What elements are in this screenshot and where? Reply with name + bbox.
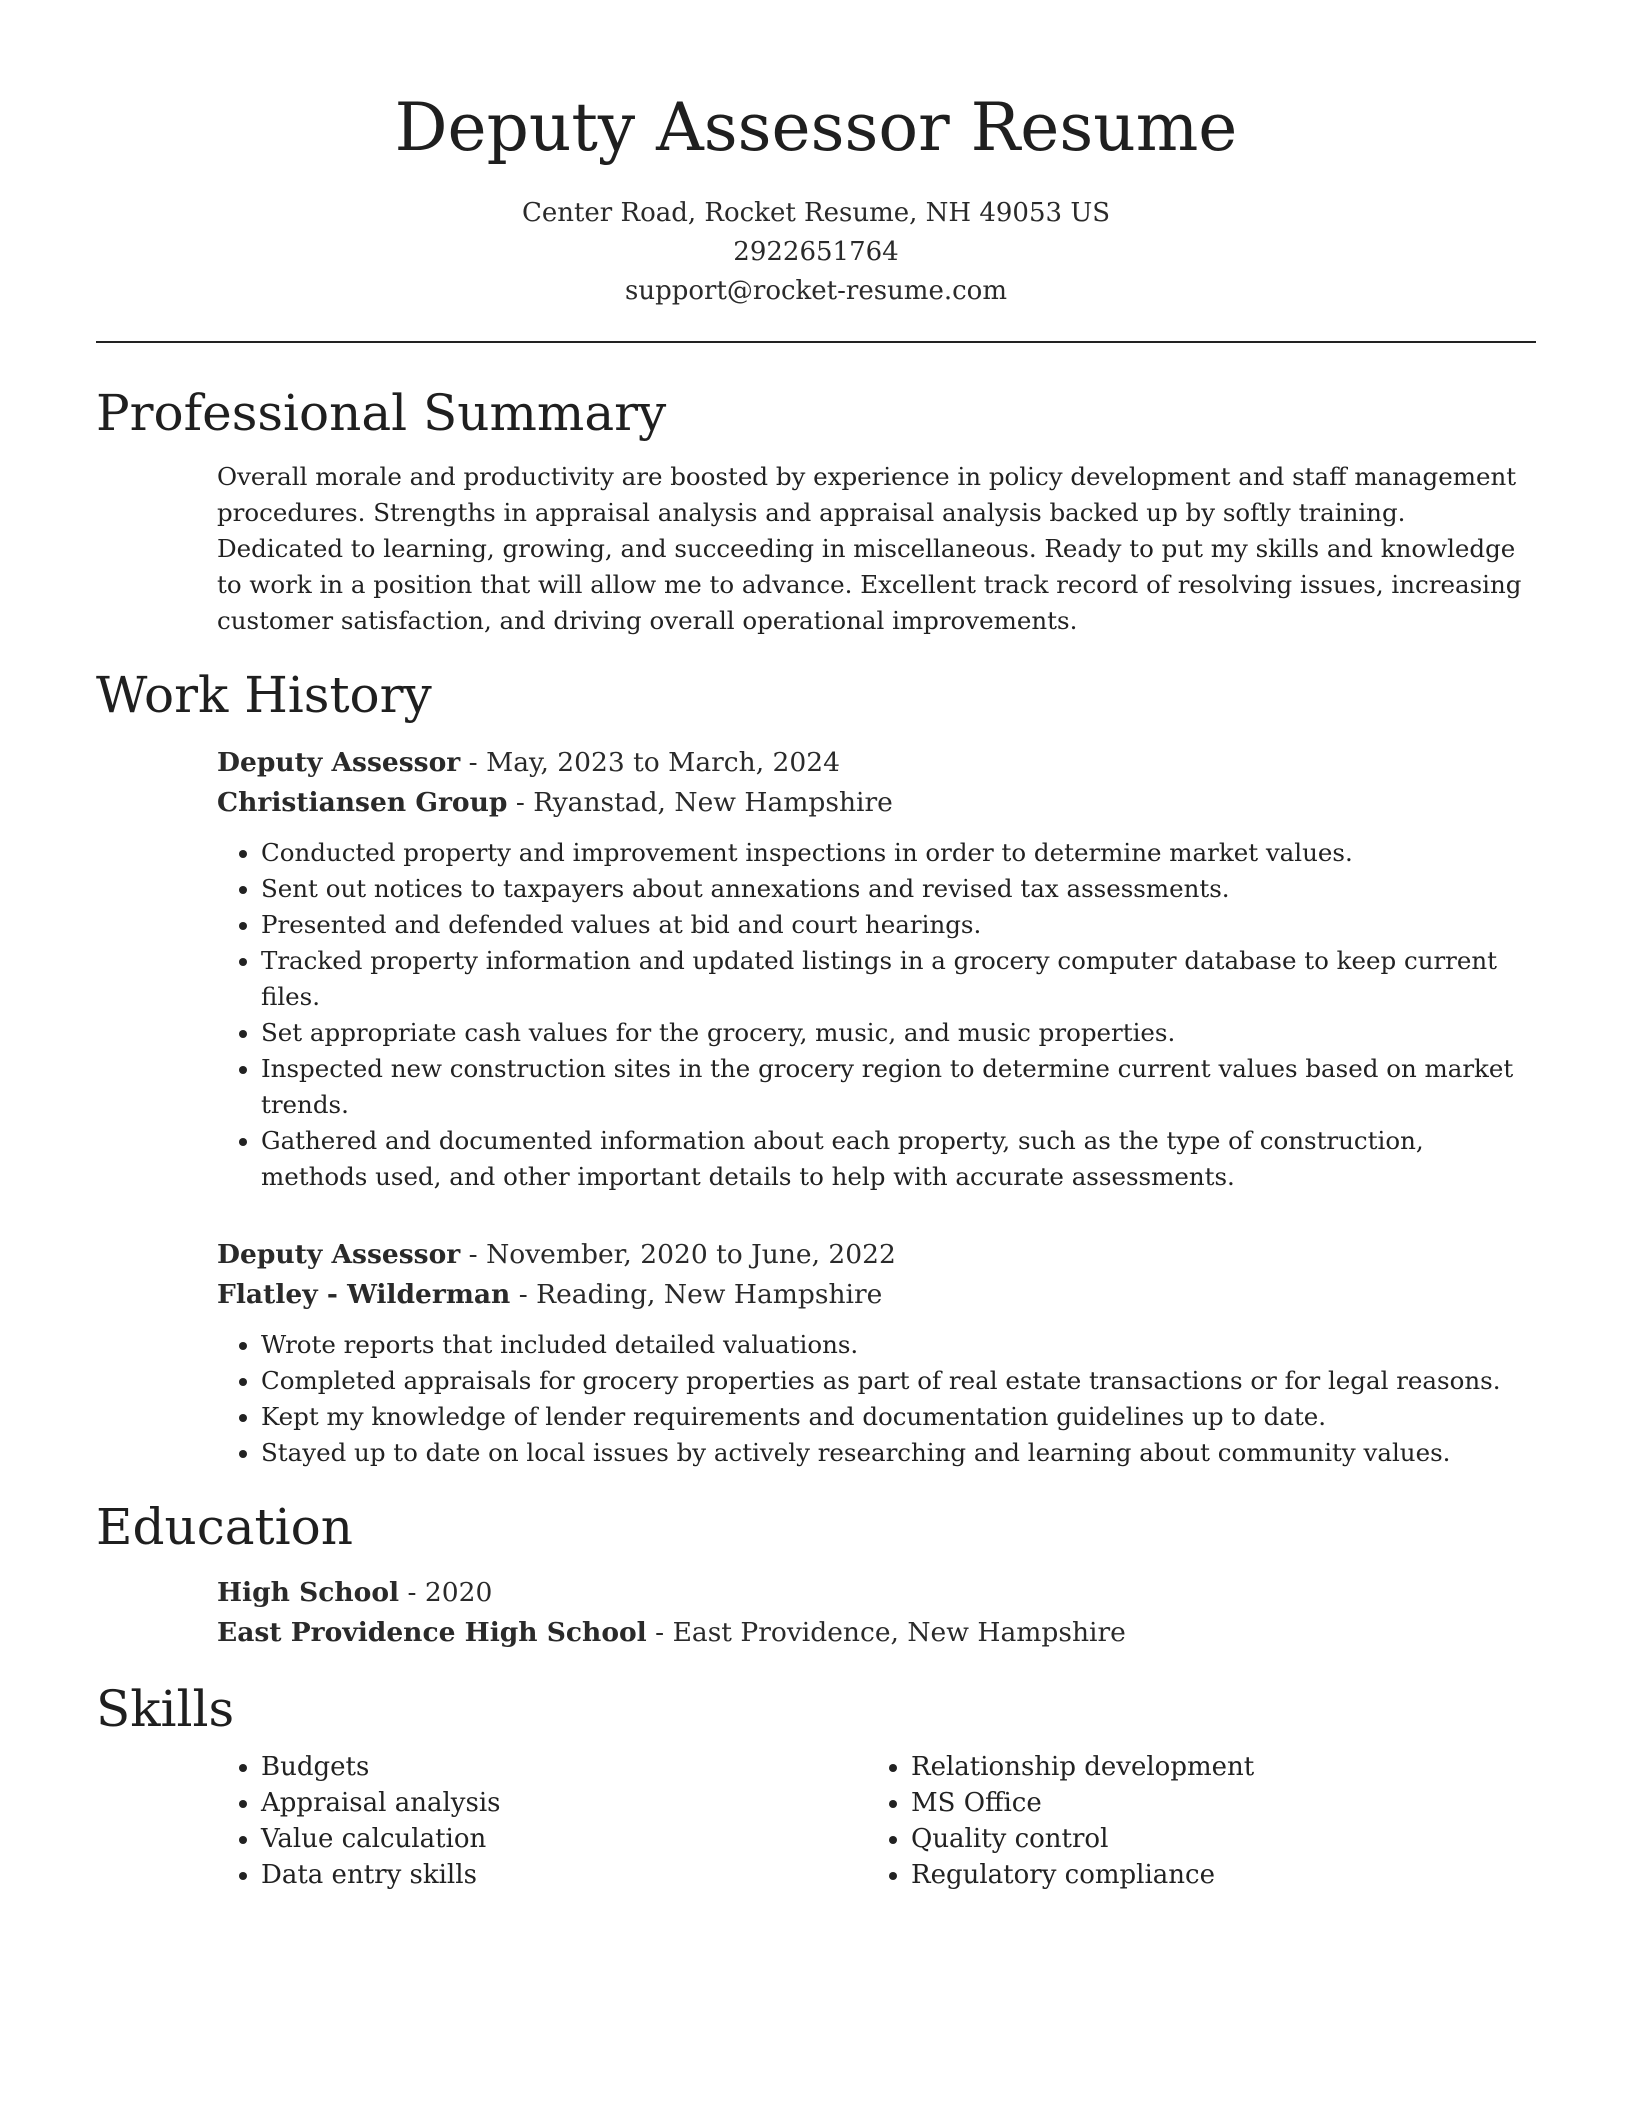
education-location: East Providence, New Hampshire xyxy=(672,1617,1126,1648)
job-entry xyxy=(217,1235,1536,1471)
list-item: • Set appropriate cash values for the grocery, music, and music properties. xyxy=(261,1015,1536,1051)
list-item: • Tracked property information and updated listings in a grocery computer database to keep current files. xyxy=(261,943,1536,1015)
list-item: • Inspected new construction sites in the grocery region to determine current values based on market trends. xyxy=(261,1051,1536,1123)
skills-column-left xyxy=(217,1749,867,1893)
separator: - xyxy=(646,1617,673,1648)
education-section xyxy=(96,1573,1536,1653)
job-duties-list xyxy=(217,835,1536,1195)
education-heading: Education xyxy=(96,1498,353,1556)
education-degree: High School xyxy=(217,1577,400,1608)
list-item: • Stayed up to date on local issues by actively researching and learning about community values. xyxy=(261,1435,1536,1471)
job-duties-list xyxy=(217,1327,1536,1471)
separator: - xyxy=(399,1577,425,1608)
education-school-line xyxy=(217,1613,1536,1653)
email: support@rocket-resume.com xyxy=(624,276,1007,306)
job-entry xyxy=(217,743,1536,1195)
education-year: 2020 xyxy=(424,1577,493,1608)
summary-heading: Professional Summary xyxy=(96,384,667,442)
skill-item: • MS Office xyxy=(911,1785,1517,1821)
list-item: • Gathered and documented information about each property, such as the type of construction, methods used, and other important details to help with accurate assessments. xyxy=(261,1123,1536,1195)
skill-item: • Data entry skills xyxy=(261,1857,867,1893)
work-history-section xyxy=(96,743,1536,1471)
list-item: • Sent out notices to taxpayers about annexations and revised tax assessments. xyxy=(261,871,1536,907)
skills-heading: Skills xyxy=(96,1680,235,1738)
job-dates: November, 2020 to June, 2022 xyxy=(486,1239,896,1270)
job-location: Reading, New Hampshire xyxy=(536,1279,883,1310)
list-item: • Presented and defended values at bid and court hearings. xyxy=(261,907,1536,943)
separator: - xyxy=(510,1279,537,1310)
separator: - xyxy=(507,787,534,818)
job-company: Flatley - Wilderman xyxy=(217,1279,511,1310)
education-degree-line xyxy=(217,1573,1536,1613)
skill-item: • Regulatory compliance xyxy=(911,1857,1517,1893)
skill-item: • Appraisal analysis xyxy=(261,1785,867,1821)
skill-item: • Quality control xyxy=(911,1821,1517,1857)
job-company: Christiansen Group xyxy=(217,787,508,818)
header-divider xyxy=(96,341,1536,343)
job-position: Deputy Assessor xyxy=(217,1239,461,1270)
summary-text: Overall morale and productivity are boosted by experience in policy development and staff management procedures. Strengths in appraisal analysis and appraisal analysis backed up by softly training. Dedicated to learning, growing, and succeeding in miscellaneous. Ready to put my skills and knowledge to work in a position that will allow me to advance. Excellent track record of resolving issues, increasing customer satisfaction, and driving overall operational improvements. xyxy=(217,462,1522,635)
job-company-line xyxy=(217,1275,1536,1315)
phone: 2922651764 xyxy=(733,237,899,267)
job-position: Deputy Assessor xyxy=(217,747,461,778)
list-item: • Completed appraisals for grocery properties as part of real estate transactions or for legal reasons. xyxy=(261,1363,1536,1399)
list-item: • Kept my knowledge of lender requirements and documentation guidelines up to date. xyxy=(261,1399,1536,1435)
separator: - xyxy=(460,1239,487,1270)
skills-grid xyxy=(217,1749,1536,1893)
job-company-line xyxy=(217,783,1536,823)
education-school: East Providence High School xyxy=(217,1617,647,1648)
address: Center Road, Rocket Resume, NH 49053 US xyxy=(521,198,1111,228)
list-item: • Conducted property and improvement inspections in order to determine market values. xyxy=(261,835,1536,871)
contact-info xyxy=(96,194,1536,311)
job-location: Ryanstad, New Hampshire xyxy=(533,787,893,818)
resume-title: Deputy Assessor Resume xyxy=(394,89,1238,166)
skill-item: • Relationship development xyxy=(911,1749,1517,1785)
skill-item: • Budgets xyxy=(261,1749,867,1785)
summary-section xyxy=(96,459,1536,639)
skills-column-right xyxy=(867,1749,1517,1893)
resume-header xyxy=(96,0,1536,311)
skill-item: • Value calculation xyxy=(261,1821,867,1857)
separator: - xyxy=(460,747,487,778)
list-item: • Wrote reports that included detailed valuations. xyxy=(261,1327,1536,1363)
job-title-line xyxy=(217,743,1536,783)
job-dates: May, 2023 to March, 2024 xyxy=(486,747,840,778)
job-title-line xyxy=(217,1235,1536,1275)
work-history-heading: Work History xyxy=(96,666,432,724)
skills-section xyxy=(96,1749,1536,1893)
